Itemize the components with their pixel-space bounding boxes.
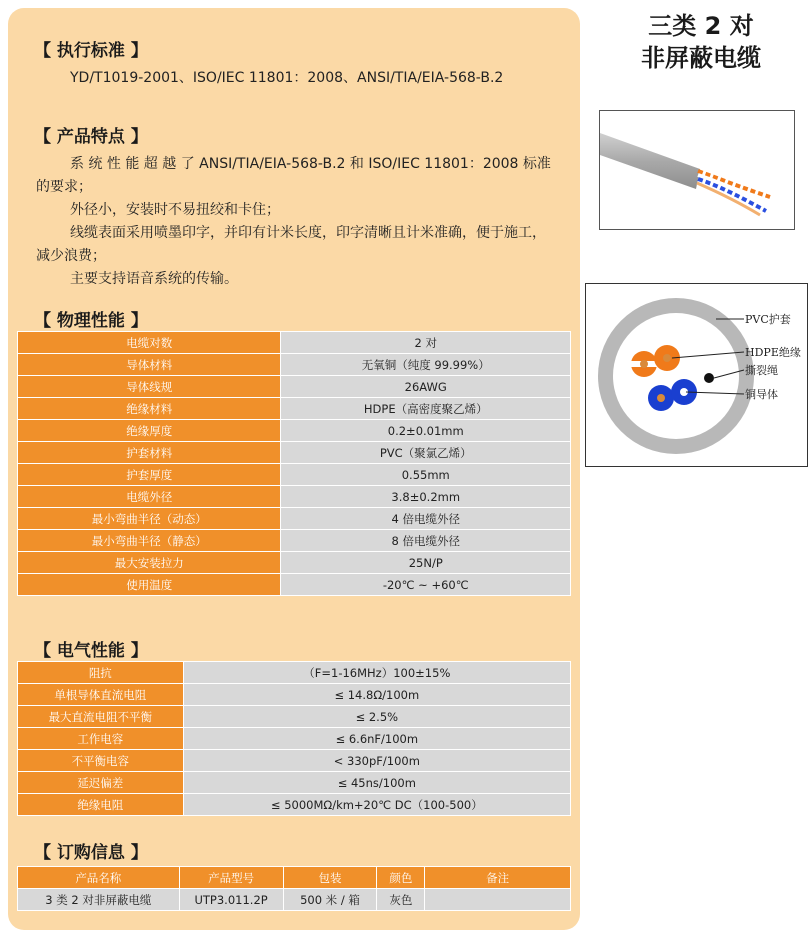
spec-row (18, 574, 571, 596)
spec-row (18, 794, 571, 816)
spec-label: 最大直流电阻不平衡 (18, 706, 184, 728)
spec-row (18, 508, 571, 530)
spec-value: 0.2±0.01mm (281, 420, 571, 442)
spec-label: 护套材料 (18, 442, 281, 464)
spec-row (18, 706, 571, 728)
spec-label: 延迟偏差 (18, 772, 184, 794)
copper-core (640, 360, 648, 368)
rip-cord (704, 373, 714, 383)
spec-value: < 330pF/100m (183, 750, 570, 772)
spec-value: 4 倍电缆外径 (281, 508, 571, 530)
feature-item: 线缆表面采用喷墨印字，并印有计米长度，印字清晰且计米准确，便于施工，减少浪费； (36, 225, 546, 264)
label-rip-cord: 撕裂绳 (745, 364, 778, 377)
spec-row (18, 420, 571, 442)
spec-value: HDPE（高密度聚乙烯） (281, 398, 571, 420)
spec-row (18, 684, 571, 706)
spec-row (18, 442, 571, 464)
spec-value: 无氧铜（纯度 99.99%） (281, 354, 571, 376)
spec-row (18, 662, 571, 684)
order-row (18, 889, 571, 911)
physical-heading: 【 物理性能 】 (34, 311, 148, 331)
spec-value: ≤ 5000MΩ/km+20℃ DC（100-500） (183, 794, 570, 816)
copper-core (663, 354, 671, 362)
spec-label: 绝缘厚度 (18, 420, 281, 442)
feature-item: 外径小，安装时不易扭绞和卡住； (70, 202, 280, 218)
spec-row (18, 772, 571, 794)
standard-heading: 【 执行标准 】 (34, 41, 148, 61)
spec-row (18, 332, 571, 354)
order-cell (425, 889, 571, 911)
spec-label: 阻抗 (18, 662, 184, 684)
spec-label: 单根导体直流电阻 (18, 684, 184, 706)
spec-value: ≤ 2.5% (183, 706, 570, 728)
cross-section-svg (586, 284, 807, 466)
spec-label: 不平衡电容 (18, 750, 184, 772)
order-cell: 3 类 2 对非屏蔽电缆 (18, 889, 180, 911)
spec-value: 25N/P (281, 552, 571, 574)
spec-value: 0.55mm (281, 464, 571, 486)
product-title-line1: 三类 2 对 (648, 12, 754, 40)
spec-value: 8 倍电缆外径 (281, 530, 571, 552)
spec-label: 最大安装拉力 (18, 552, 281, 574)
spec-row (18, 552, 571, 574)
spec-row (18, 530, 571, 552)
spec-value: 2 对 (281, 332, 571, 354)
spec-row (18, 398, 571, 420)
spec-value: ≤ 45ns/100m (183, 772, 570, 794)
standard-text (36, 67, 556, 90)
spec-row (18, 750, 571, 772)
order-cell: 灰色 (377, 889, 425, 911)
feature-item: 主要支持语音系统的传输。 (70, 271, 238, 287)
label-hdpe-insulation: HDPE绝缘 (745, 346, 801, 359)
spec-label: 导体线规 (18, 376, 281, 398)
order-header-row (18, 867, 571, 889)
standard-text-line: YD/T1019-2001、ISO/IEC 11801：2008、ANSI/TIA/EIA-568-B.2 (70, 70, 504, 86)
cable-photo (599, 110, 795, 230)
spec-value: PVC（聚氯乙烯） (281, 442, 571, 464)
features-list (36, 153, 556, 291)
label-copper-conductor: 铜导体 (745, 388, 778, 401)
order-heading: 【 订购信息 】 (34, 843, 148, 863)
order-header-cell: 颜色 (377, 867, 425, 889)
order-table (17, 866, 571, 911)
label-pvc-sheath: PVC护套 (745, 313, 791, 326)
spec-row (18, 376, 571, 398)
spec-label: 绝缘材料 (18, 398, 281, 420)
physical-table (17, 331, 571, 596)
order-header-cell: 产品名称 (18, 867, 180, 889)
spec-label: 护套厚度 (18, 464, 281, 486)
order-cell: UTP3.011.2P (179, 889, 283, 911)
cable-photo-illustration (600, 111, 794, 229)
spec-label: 电缆外径 (18, 486, 281, 508)
spec-value: 26AWG (281, 376, 571, 398)
spec-row (18, 354, 571, 376)
spec-row (18, 486, 571, 508)
spec-label: 绝缘电阻 (18, 794, 184, 816)
spec-value: ≤ 6.6nF/100m (183, 728, 570, 750)
copper-core (657, 394, 665, 402)
order-header-cell: 产品型号 (179, 867, 283, 889)
order-header-cell: 备注 (425, 867, 571, 889)
spec-row (18, 728, 571, 750)
spec-label: 最小弯曲半径（静态） (18, 530, 281, 552)
cross-section-diagram (585, 283, 808, 467)
spec-label: 导体材料 (18, 354, 281, 376)
spec-label: 使用温度 (18, 574, 281, 596)
feature-item: 系 统 性 能 超 越 了 ANSI/TIA/EIA-568-B.2 和 ISO/IEC 11801：2008 标准的要求； (36, 156, 551, 195)
features-heading: 【 产品特点 】 (34, 127, 148, 147)
electrical-heading: 【 电气性能 】 (34, 641, 148, 661)
order-header-cell: 包装 (283, 867, 377, 889)
spec-label: 电缆对数 (18, 332, 281, 354)
spec-label: 最小弯曲半径（动态） (18, 508, 281, 530)
spec-value: ≤ 14.8Ω/100m (183, 684, 570, 706)
spec-value: -20℃ ~ +60℃ (281, 574, 571, 596)
spec-value: 3.8±0.2mm (281, 486, 571, 508)
electrical-table (17, 661, 571, 816)
spec-label: 工作电容 (18, 728, 184, 750)
spec-row (18, 464, 571, 486)
product-title-line2: 非屏蔽电缆 (641, 44, 761, 72)
order-cell: 500 米 / 箱 (283, 889, 377, 911)
spec-value: （F=1-16MHz）100±15% (183, 662, 570, 684)
